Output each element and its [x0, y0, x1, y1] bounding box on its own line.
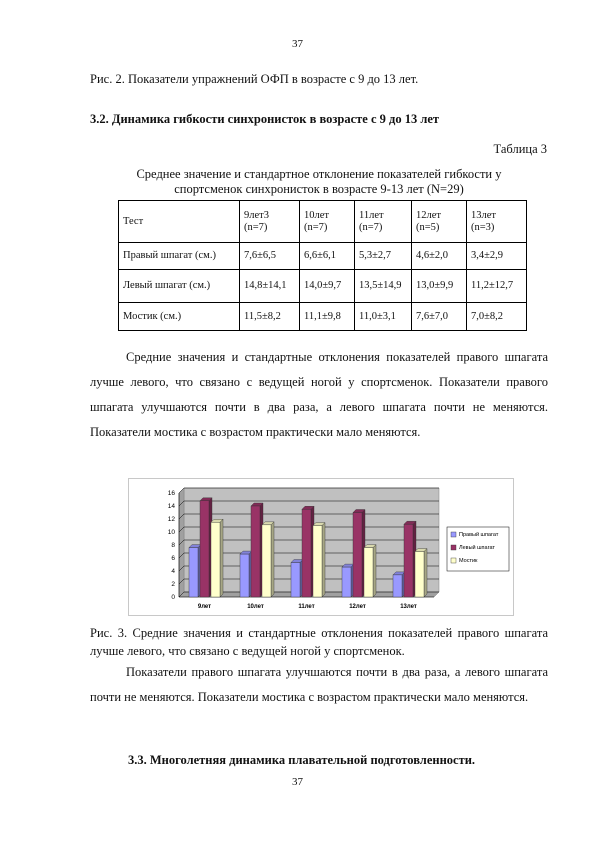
- bar: [200, 501, 209, 597]
- bar-side: [424, 549, 427, 598]
- table-cell: 5,3±2,7: [355, 243, 412, 270]
- legend-swatch: [451, 558, 456, 563]
- legend-label: Мостик: [459, 558, 478, 564]
- table-cell: 3,4±2,9: [467, 243, 527, 270]
- table-cell: 11,5±8,2: [240, 303, 300, 331]
- bar: [364, 548, 373, 597]
- page-number-top: 37: [292, 38, 303, 50]
- y-tick-label: 16: [167, 490, 175, 497]
- flexibility-table-wrapper: [118, 200, 527, 331]
- table-cell: 7,6±7,0: [412, 303, 467, 331]
- bar: [313, 526, 322, 598]
- flexibility-table: [118, 200, 527, 331]
- bar: [342, 567, 351, 597]
- x-tick-label: 11лет: [298, 604, 315, 610]
- flexibility-chart: [128, 478, 514, 616]
- bar: [189, 548, 198, 597]
- row-label: Левый шпагат (см.): [119, 270, 240, 303]
- y-tick-label: 12: [167, 516, 175, 523]
- bar: [240, 554, 249, 597]
- page-number-bottom: 37: [292, 776, 303, 788]
- bar: [291, 563, 300, 597]
- header-cell-10: 10лет (n=7): [300, 201, 355, 243]
- x-tick-label: 9лет: [197, 604, 212, 610]
- legend-swatch: [451, 532, 456, 537]
- bar-side: [220, 519, 223, 597]
- legend-label: Правый шпагат: [459, 532, 499, 538]
- figure-3-caption: Рис. 3. Средние значения и стандартные отклонения показателей правого шпагата лучше левого, что связано с ведущей ногой у спортсменок.: [90, 626, 548, 658]
- section-heading-2: 3.3. Многолетняя динамика плавательной подготовленности.: [128, 753, 476, 767]
- table-cell: 14,0±9,7: [300, 270, 355, 303]
- table-cell: 7,0±8,2: [467, 303, 527, 331]
- section-heading: 3.2. Динамика гибкости синхронисток в возрасте с 9 до 13 лет: [90, 112, 440, 126]
- row-label: Мостик (см.): [119, 303, 240, 331]
- y-tick-label: 8: [171, 542, 175, 549]
- y-tick-label: 14: [167, 503, 175, 510]
- table-label: Таблица 3: [493, 142, 547, 156]
- table-row: [119, 270, 527, 303]
- bar: [415, 552, 424, 598]
- paragraph-1: Средние значения и стандартные отклонения показателей правого шпагата лучше левого, что связано с ведущей ногой у спортсменок. Показатели правого шпагата улучшаются почти в два раза, а левого шпагата почти не меняются. Показатели мостика с возрастом практически мало меняются.: [90, 350, 548, 439]
- table-cell: 7,6±6,5: [240, 243, 300, 270]
- table-row: [119, 243, 527, 270]
- y-tick-label: 6: [171, 555, 175, 562]
- figure-2-caption: Рис. 2. Показатели упражнений ОФП в возрасте с 9 до 13 лет.: [90, 72, 419, 86]
- table-cell: 11,2±12,7: [467, 270, 527, 303]
- bar: [353, 513, 362, 598]
- bar: [262, 525, 271, 597]
- header-cell-9: 9лет3 (n=7): [240, 201, 300, 243]
- chart-svg: [129, 479, 513, 615]
- bar-side: [322, 523, 325, 598]
- table-cell: 4,6±2,0: [412, 243, 467, 270]
- header-cell-11: 11лет (n=7): [355, 201, 412, 243]
- table-title-line-2: спортсменок синхронисток в возрасте 9-13 лет (N=29): [174, 182, 464, 196]
- bar: [251, 506, 260, 597]
- table-cell: 6,6±6,1: [300, 243, 355, 270]
- table-row: [119, 303, 527, 331]
- x-tick-label: 10лет: [247, 604, 264, 610]
- y-tick-label: 10: [167, 529, 175, 536]
- bar: [211, 522, 220, 597]
- legend-swatch: [451, 545, 456, 550]
- table-cell: 11,1±9,8: [300, 303, 355, 331]
- y-tick-label: 2: [171, 581, 175, 588]
- paragraph-2: Показатели правого шпагата улучшаются почти в два раза, а левого шпагата почти не меняются. Показатели мостика с возрастом практически мало меняются.: [90, 665, 548, 704]
- row-label: Правый шпагат (см.): [119, 243, 240, 270]
- table-title: [90, 167, 548, 197]
- legend-label: Левый шпагат: [459, 545, 495, 551]
- bar-side: [373, 545, 376, 597]
- table-cell: 13,5±14,9: [355, 270, 412, 303]
- y-tick-label: 0: [171, 594, 175, 601]
- table-header-row: [119, 201, 527, 243]
- table-cell: 11,0±3,1: [355, 303, 412, 331]
- table-cell: 14,8±14,1: [240, 270, 300, 303]
- bar: [302, 509, 311, 597]
- y-tick-label: 4: [171, 568, 175, 575]
- header-cell-13: 13лет (n=3): [467, 201, 527, 243]
- table-title-line-1: Среднее значение и стандартное отклонение показателей гибкости у: [136, 167, 502, 181]
- header-cell-12: 12лет (n=5): [412, 201, 467, 243]
- header-cell-test: Тест: [119, 201, 240, 243]
- x-tick-label: 13лет: [400, 604, 417, 610]
- bar: [393, 575, 402, 597]
- x-tick-label: 12лет: [349, 604, 366, 610]
- bar: [404, 524, 413, 597]
- bar-side: [271, 522, 274, 597]
- table-cell: 13,0±9,9: [412, 270, 467, 303]
